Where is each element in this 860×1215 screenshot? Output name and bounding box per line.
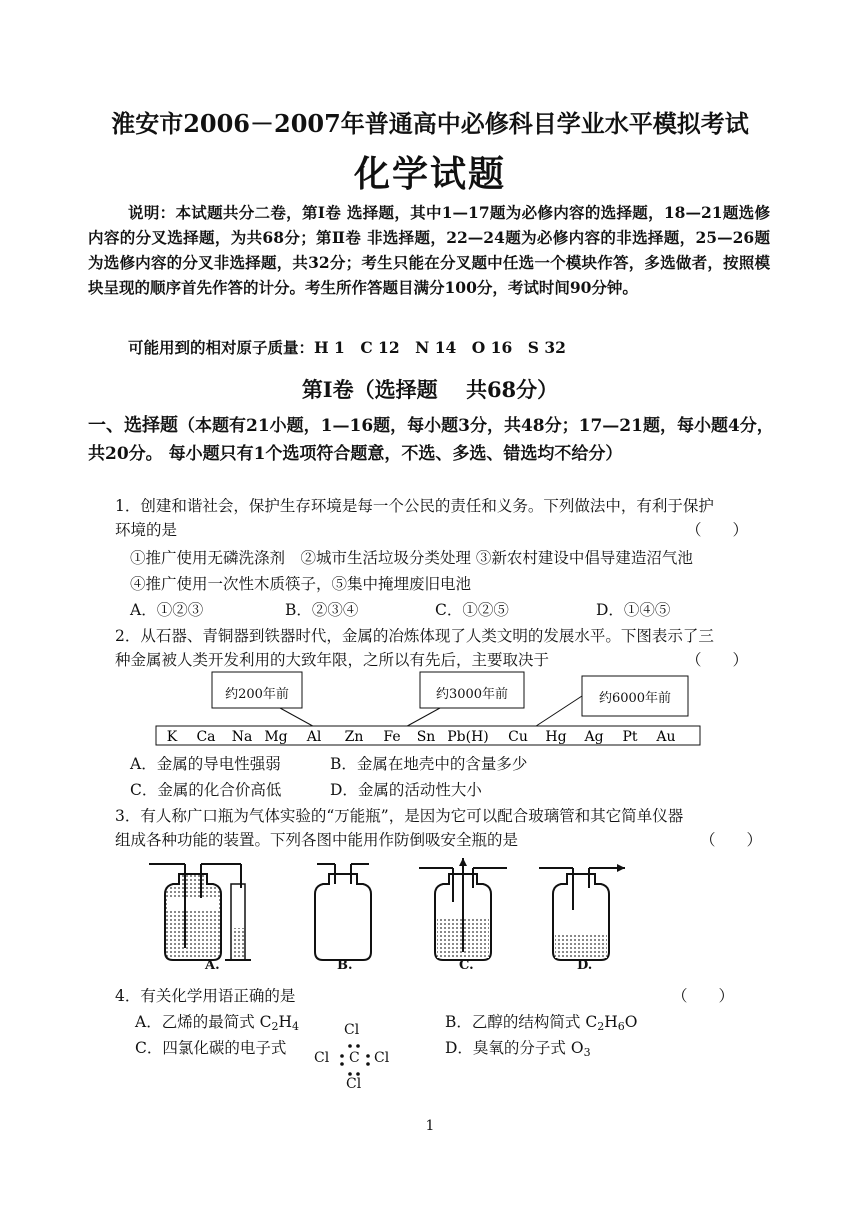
- q4-option-d: [445, 1036, 591, 1065]
- q3-line1: 3．有人称广口瓶为气体实验的“万能瓶”，是因为它可以配合玻璃管和其它简单仪器: [115, 807, 684, 825]
- q4-answer-paren: （ ）: [672, 987, 735, 1005]
- q2-line1: 2．从石器、青铜器到铁器时代，金属的冶炼体现了人类文明的发展水平。下图表示了三: [115, 627, 714, 645]
- q1-items1: ①推广使用无磷洗涤剂 ②城市生活垃圾分类处理 ③新农村建设中倡导建造沼气池: [130, 549, 693, 567]
- q1-line1: 1．创建和谐社会，保护生存环境是每一个公民的责任和义务。下列做法中，有利于保护: [115, 497, 714, 515]
- q4-option-a-text: A．乙烯的最简式 C: [135, 1013, 272, 1031]
- bottle-a: [149, 864, 251, 960]
- metal-label: Sn: [416, 729, 436, 745]
- bottle-b: [315, 864, 371, 960]
- q4-option-d-text: D．臭氧的分子式 O: [445, 1039, 584, 1057]
- metal-label: Cu: [508, 729, 528, 745]
- q3-line2: 组成各种功能的装置。下列各图中能用作防倒吸安全瓶的是: [115, 831, 519, 849]
- bottle-d-label: D.: [577, 958, 593, 973]
- metal-label: K: [166, 729, 178, 745]
- q4-option-b-mid: H: [604, 1013, 618, 1031]
- q4-option-b-sub2: 6: [617, 1020, 625, 1033]
- q1-option-a: A．①②③: [130, 601, 204, 619]
- subject-title: 化学试题: [353, 153, 506, 195]
- part-title: 第Ⅰ卷（选择题 共68分）: [301, 377, 559, 402]
- q1-option-d: D．①④⑤: [596, 601, 671, 619]
- q4-option-d-sub: 3: [583, 1046, 591, 1059]
- exam-title: 淮安市2006－2007年普通高中必修科目学业水平模拟考试: [111, 109, 749, 138]
- ccl4-cl-top: Cl: [344, 1022, 360, 1038]
- q4-option-a-sub2: 4: [292, 1020, 300, 1033]
- ccl4-electron-formula: [312, 1022, 396, 1096]
- callout-label-3: 约6000年前: [598, 691, 672, 706]
- bottle-c-label: C.: [459, 958, 474, 973]
- metal-label: Ag: [584, 729, 604, 745]
- bottle-a-label: A.: [205, 958, 220, 973]
- q4-option-c: C．四氯化碳的电子式: [135, 1039, 287, 1057]
- ccl4-electron-dots: [312, 1022, 396, 1096]
- callout-pointer-3: [530, 696, 582, 730]
- q4-option-b-end: O: [624, 1013, 638, 1031]
- section-heading-label: 一、选择题: [88, 415, 178, 436]
- metal-labels: [167, 729, 676, 745]
- bottle-b-label: B.: [337, 958, 353, 973]
- ccl4-cl-bottom: Cl: [346, 1076, 362, 1092]
- q3-answer-paren: （ ）: [700, 831, 763, 849]
- bottle-c: [419, 858, 507, 960]
- q4-option-b-text: B．乙醇的结构简式 C: [445, 1013, 598, 1031]
- q2-option-c: C．金属的化合价高低: [130, 781, 282, 799]
- q2-option-a: A．金属的导电性强弱: [130, 755, 281, 773]
- callout-label-1: 约200年前: [225, 687, 289, 702]
- ccl4-c-center: C: [349, 1050, 360, 1066]
- bottle-d: [539, 864, 625, 960]
- instructions: 说明：本试题共分二卷，第Ⅰ卷 选择题，其中1—17题为必修内容的选择题，18—21题选修内容的分叉选择题，为共68分；第Ⅱ卷 非选择题，22—24题为必修内容的非选择题，25—26题为选修内容的分叉非选择题，共32分；考生只能在分叉题中任选一个模块作答，多选做者，按照模块呈现的顺序首先作答的计分。考生所作答题目满分100分，考试时间90分钟。: [88, 203, 770, 297]
- metal-label: Zn: [344, 729, 364, 745]
- metal-label: Hg: [545, 729, 567, 745]
- gas-bottle-diagrams: [145, 858, 625, 976]
- q1-option-c: C．①②⑤: [435, 601, 509, 619]
- q1-items2: ④推广使用一次性木质筷子，⑤集中掩埋废旧电池: [130, 575, 472, 593]
- q1-line2: 环境的是: [115, 521, 178, 539]
- metal-label: Pb(H): [447, 729, 489, 745]
- q2-line2: 种金属被人类开发利用的大致年限，之所以有先后，主要取决于: [115, 651, 550, 669]
- q2-option-b: B．金属在地壳中的含量多少: [330, 755, 528, 773]
- metal-label: Na: [231, 729, 253, 745]
- section-heading-rules: （本题有21小题，1—16题，每小题3分，共48分；17—21题，每小题4分，共20分。 每小题只有1个选项符合题意，不选、多选、错选均不给分）: [88, 416, 774, 464]
- q1-answer-paren: （ ）: [686, 521, 749, 539]
- ccl4-cl-right: Cl: [374, 1050, 390, 1066]
- q2-option-d: D．金属的活动性大小: [330, 781, 482, 799]
- metal-label: Au: [656, 729, 676, 745]
- q4-option-b: [445, 1010, 637, 1039]
- metal-timeline-diagram: [150, 668, 710, 750]
- q4-line1: 4．有关化学用语正确的是: [115, 987, 296, 1005]
- section-heading: [88, 412, 778, 468]
- atomic-masses: 可能用到的相对原子质量：H 1 C 12 N 14 O 16 S 32: [128, 338, 566, 357]
- metal-label: Pt: [622, 729, 638, 745]
- metal-label: Al: [306, 729, 322, 745]
- q4-option-a-mid: H: [278, 1013, 293, 1031]
- page-number: 1: [425, 1118, 435, 1134]
- metal-label: Ca: [196, 729, 216, 745]
- ccl4-cl-left: Cl: [314, 1050, 330, 1066]
- metal-label: Fe: [383, 729, 401, 745]
- metal-timeline-svg: [150, 668, 710, 750]
- q2-answer-paren: （ ）: [686, 651, 749, 669]
- q1-option-b: B．②③④: [285, 601, 359, 619]
- q4-option-a: [135, 1010, 299, 1039]
- metal-label: Mg: [264, 729, 288, 745]
- q4-option-b-sub1: 2: [597, 1020, 605, 1033]
- q4-option-a-sub1: 2: [271, 1020, 279, 1033]
- callout-label-2: 约3000年前: [435, 687, 509, 702]
